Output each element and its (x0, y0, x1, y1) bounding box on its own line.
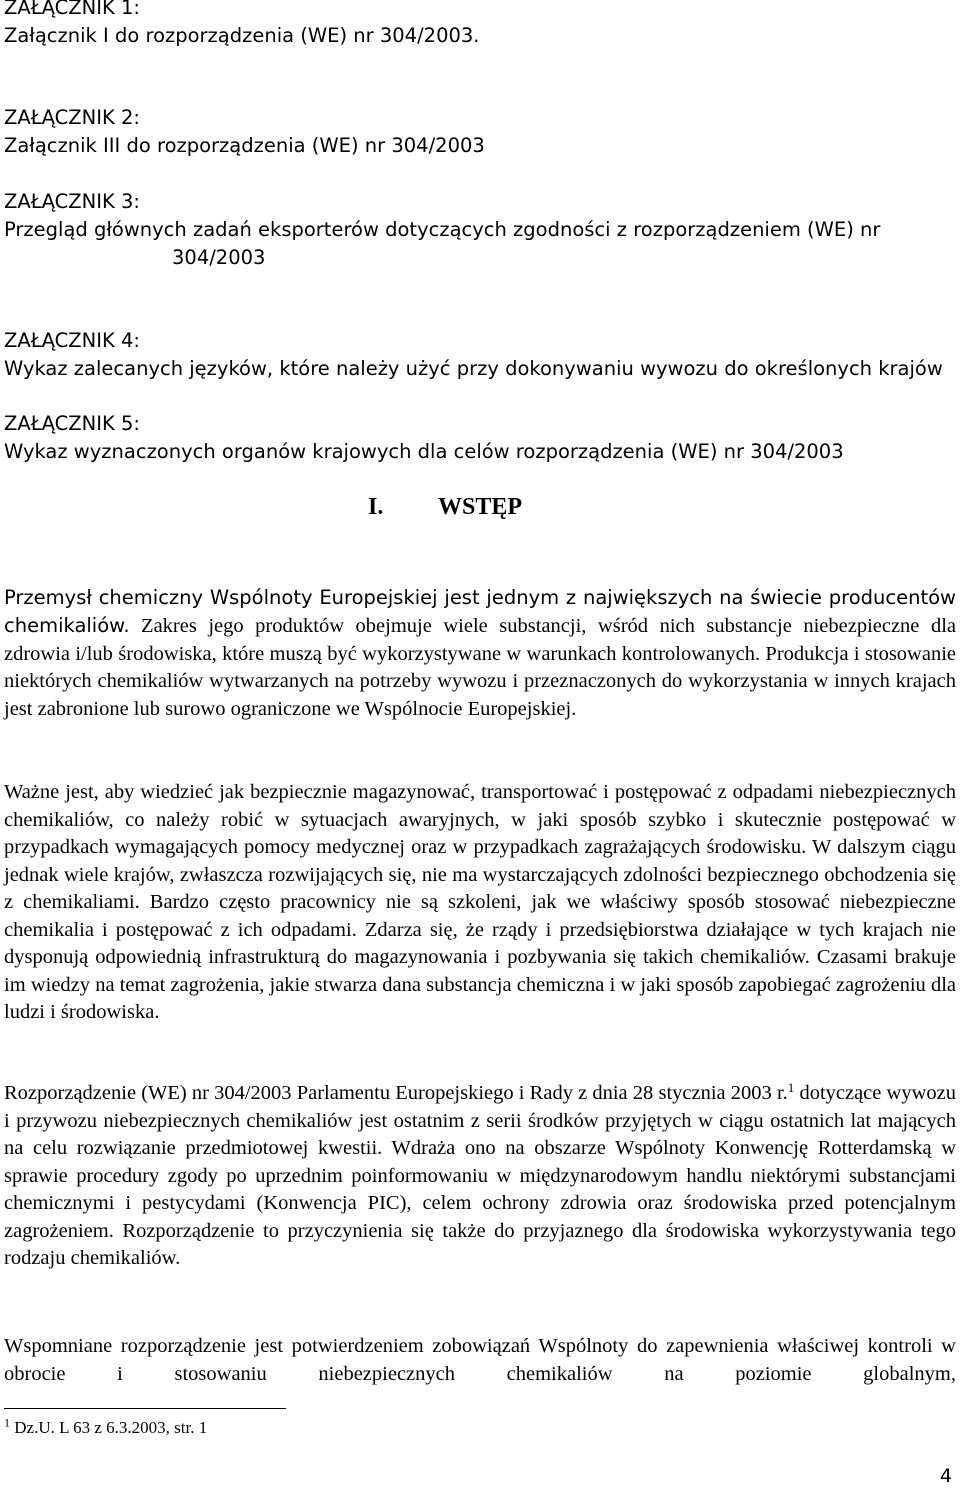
annex-title: ZAŁĄCZNIK 1: (4, 0, 140, 19)
footnote-divider (4, 1408, 286, 1409)
footnote-reference[interactable]: 1 (787, 1079, 795, 1095)
annex-title: ZAŁĄCZNIK 5: (4, 412, 140, 435)
annex-title: ZAŁĄCZNIK 3: (4, 190, 140, 213)
section-title: WSTĘP (438, 494, 523, 520)
annex-5 (4, 410, 844, 466)
section-heading (368, 490, 522, 524)
annex-title: ZAŁĄCZNIK 4: (4, 329, 140, 352)
paragraph-3 (4, 1080, 956, 1273)
annex-description: Wykaz zalecanych języków, które należy użyć przy dokonywaniu wywozu do określonych krajów (4, 357, 943, 380)
paragraph-4: Wspomniane rozporządzenie jest potwierdzeniem zobowiązań Wspólnoty do zapewnienia właściwej kontroli w obrocie i stosowaniu niebezpiecznych chemikaliów na poziomie globalnym, (4, 1335, 956, 1385)
paragraph-2: Ważne jest, aby wiedzieć jak bezpiecznie magazynować, transportować i postępować z odpadami niebezpiecznych chemikaliów, co należy robić w sytuacjach awaryjnych, w jaki sposób szybko i skutecznie postępować w przypadkach wymagających pomocy medycznej oraz w przypadkach zagrażających środowisku. W dalszym ciągu jednak wiele krajów, zwłaszcza rozwijających się, nie ma wystarczających zdolności bezpiecznego obchodzenia się z chemikaliami. Bardzo często pracownicy nie są szkoleni, jak we właściwy sposób stosować niebezpieczne chemikalia i postępować z ich odpadami. Zdarza się, że rządy i przedsiębiorstwa działające w tych krajach nie dysponują odpowiednią infrastrukturą do magazynowania i pozbywania się takich chemikaliów. Czasami brakuje im wiedzy na temat zagrożenia, jakie stwarza dana substancja chemiczna i w jaki sposób zapobiegać zagrożeniu dla ludzi i środowiska. (4, 781, 956, 1023)
footnote-mark: 1 (4, 1415, 10, 1430)
paragraph-3-rest: dotyczące wywozu i przywozu niebezpiecznych chemikaliów jest ostatnim z serii środków przyjętych w ciągu ostatnich lat mających na celu rozwiązanie przedmiotowej kwestii. Wdraża ono na obszarze Wspólnoty Konwencję Rotterdamską w sprawie procedury zgody po uprzednim poinformowaniu w międzynarodowym handlu niektórymi substancjami chemicznymi i pestycydami (Konwencja PIC), celem ochrony zdrowia oraz środowiska przed potencjalnym zagrożeniem. Rozporządzenie to przyczynienia się także do przyjaznego dla środowiska wykorzystywania tego rodzaju chemikaliów. (4, 1082, 956, 1269)
footnote (4, 1416, 207, 1440)
section-number: I. (368, 494, 384, 520)
paragraph-intro-sans: Przemysł chemiczny Wspólnoty Europejskiej jest jednym z największych na świecie producentów chemikaliów. (4, 586, 956, 637)
paragraph-intro (4, 584, 956, 723)
paragraph-intro-serif: Zakres jego produktów obejmuje wiele substancji, wśród nich substancje niebezpieczne dla zdrowia i/lub środowiska, które muszą być wykorzystywane w warunkach kontrolowanych. Produkcja i stosowanie niektórych chemikaliów wytwarzanych na potrzeby wywozu i przeznaczonych do wykorzystania w innych krajach jest zabronione lub surowo ograniczone we Wspólnocie Europejskiej. (4, 615, 956, 720)
annex-title: ZAŁĄCZNIK 2: (4, 106, 140, 129)
annex-4 (4, 327, 943, 383)
annex-description: Załącznik I do rozporządzenia (WE) nr 304/2003. (4, 24, 480, 47)
annex-1 (4, 0, 479, 50)
annex-3 (4, 188, 880, 272)
page-number: 4 (939, 1465, 952, 1487)
annex-description-continuation: 304/2003 (172, 246, 266, 269)
annex-description: Załącznik III do rozporządzenia (WE) nr 304/2003 (4, 134, 485, 157)
annex-description: Przegląd głównych zadań eksporterów dotyczących zgodności z rozporządzeniem (WE) nr (4, 218, 881, 241)
paragraph-3-start: Rozporządzenie (WE) nr 304/2003 Parlamentu Europejskiego i Rady z dnia 28 stycznia 2003 r. (4, 1082, 788, 1104)
footnote-text: Dz.U. L 63 z 6.3.2003, str. 1 (10, 1418, 208, 1437)
annex-2 (4, 104, 485, 160)
annex-description: Wykaz wyznaczonych organów krajowych dla celów rozporządzenia (WE) nr 304/2003 (4, 440, 844, 463)
